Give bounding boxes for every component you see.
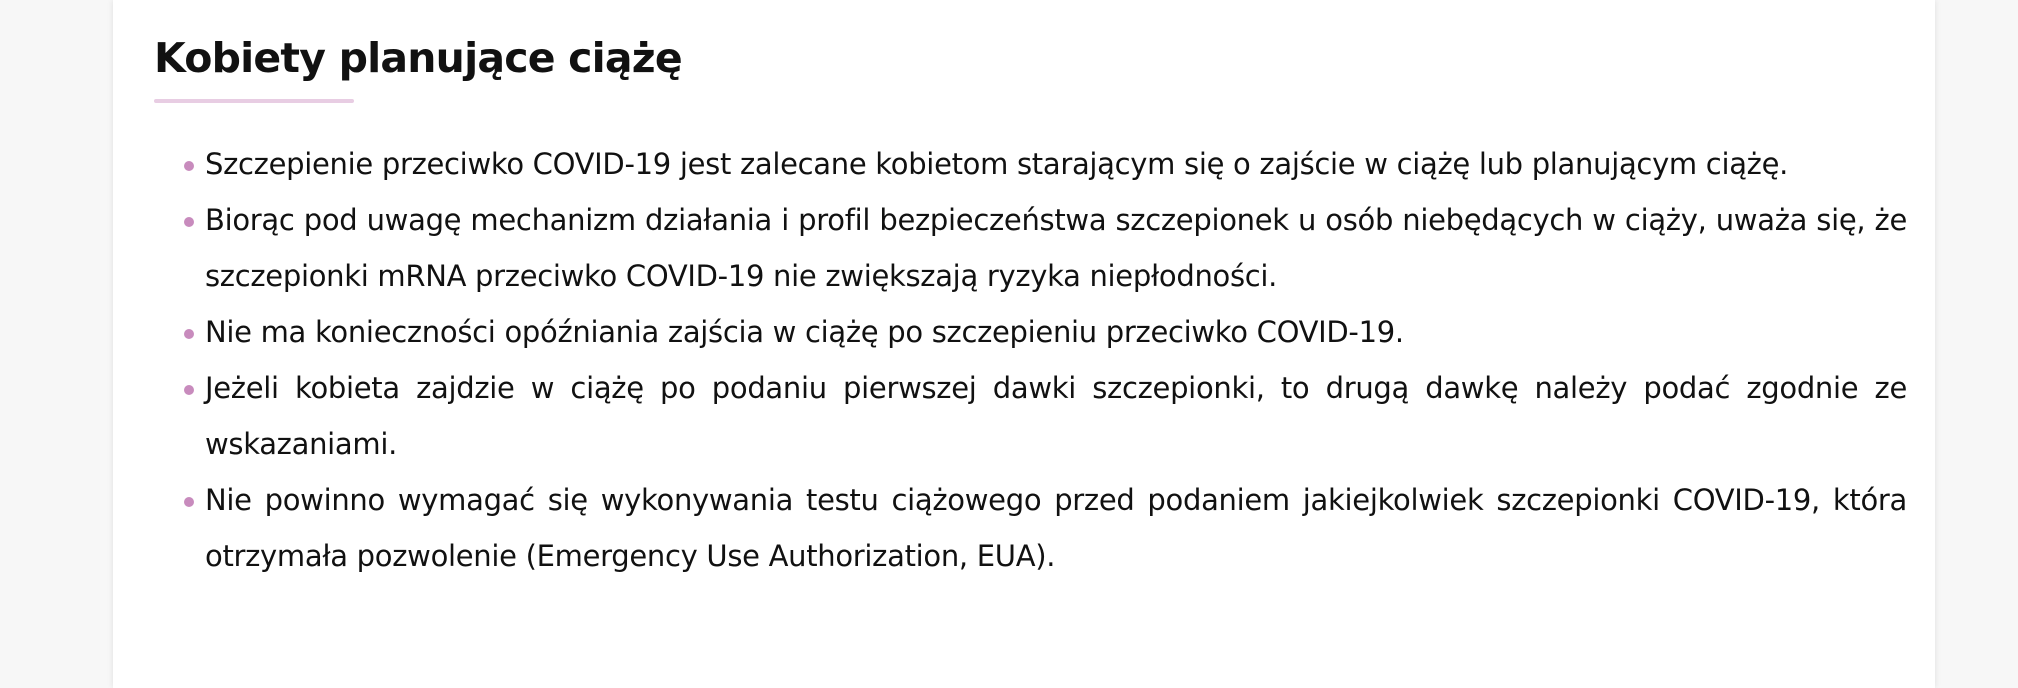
list-item-text: Nie powinno wymagać się wykonywania testu ciążowego przed podaniem jakiejkolwiek szczepionki COVID-19, która otrzymała pozwolenie (Emergency Use Authorization, EUA). <box>205 483 1907 573</box>
list-item-text: Jeżeli kobieta zajdzie w ciążę po podaniu pierwszej dawki szczepionki, to drugą dawkę należy podać zgodnie ze wskazaniami. <box>205 371 1907 461</box>
list-item <box>205 304 1907 360</box>
list-item <box>205 360 1907 472</box>
list-item <box>205 136 1907 192</box>
list-item-text: Nie ma konieczności opóźniania zajścia w ciążę po szczepieniu przeciwko COVID-19. <box>205 315 1404 349</box>
content-card <box>113 0 1935 688</box>
list-item <box>205 192 1907 304</box>
section-heading: Kobiety planujące ciążę <box>154 34 682 82</box>
list-item-text: Szczepienie przeciwko COVID-19 jest zalecane kobietom starającym się o zajście w ciążę lub planującym ciążę. <box>205 147 1789 181</box>
bullet-icon <box>184 497 194 507</box>
recommendation-list <box>205 136 1907 584</box>
bullet-icon <box>184 217 194 227</box>
list-item-text: Biorąc pod uwagę mechanizm działania i profil bezpieczeństwa szczepionek u osób niebędących w ciąży, uważa się, że szczepionki mRNA przeciwko COVID-19 nie zwiększają ryzyka niepłodności. <box>205 203 1907 293</box>
bullet-icon <box>184 329 194 339</box>
bullet-icon <box>184 161 194 171</box>
heading-underline <box>154 99 354 103</box>
bullet-icon <box>184 385 194 395</box>
list-item <box>205 472 1907 584</box>
